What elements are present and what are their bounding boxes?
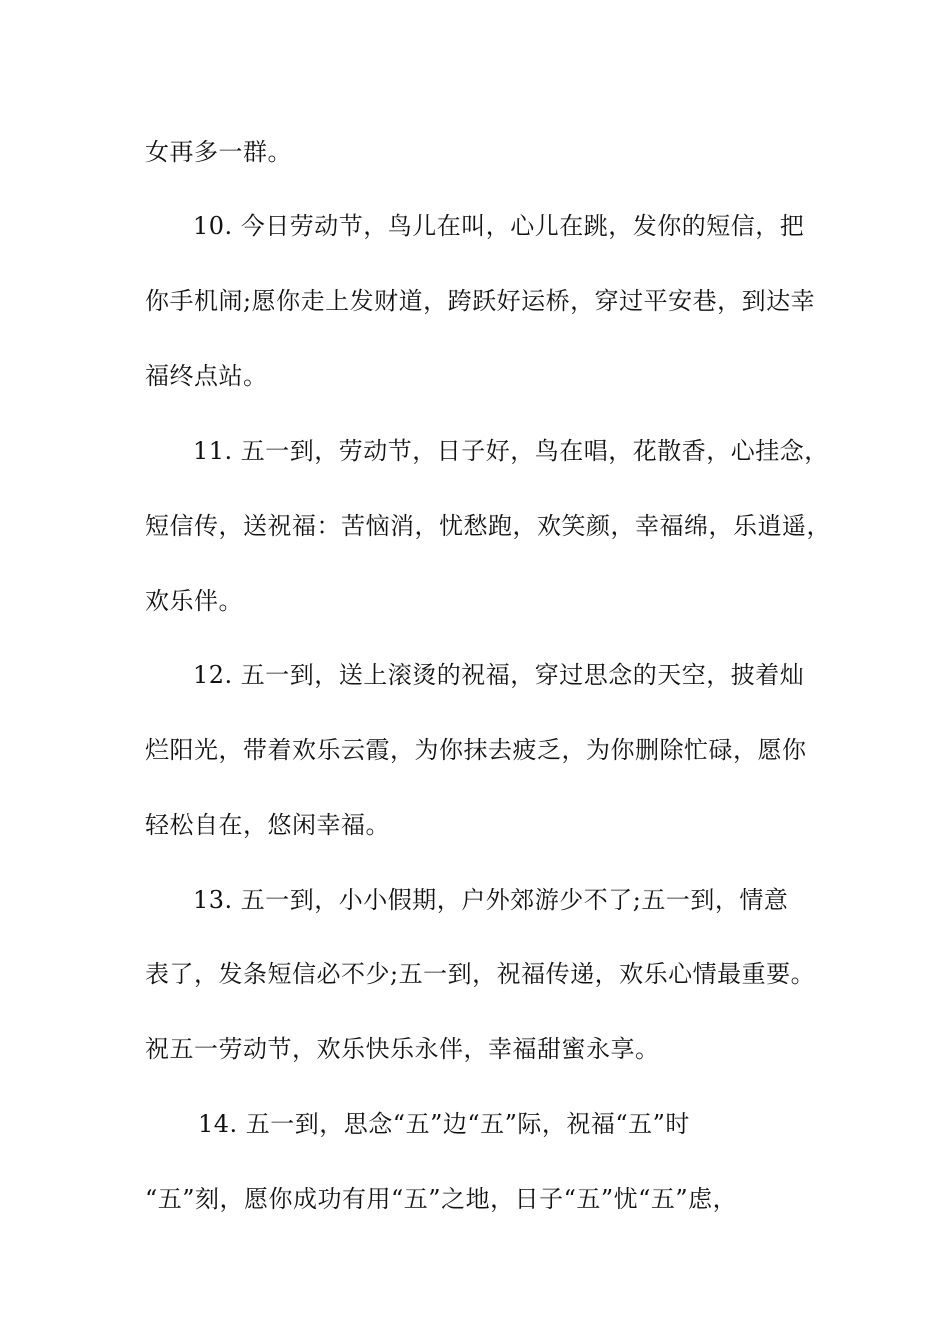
text-line: 12. 五一到，送上滚烫的祝福，穿过思念的天空，披着灿: [193, 661, 805, 689]
text-line: 短信传，送祝福：苦恼消，忧愁跑，欢笑颜，幸福绵，乐逍遥，: [145, 512, 831, 540]
text-line: 祝五一劳动节，欢乐快乐永伴，幸福甜蜜永享。: [145, 1035, 660, 1063]
text-line: “五”刻，愿你成功有用“五”之地，日子“五”忧“五”虑，: [145, 1185, 738, 1213]
text-line: 11. 五一到，劳动节，日子好，鸟在唱，花散香，心挂念，: [193, 437, 829, 465]
text-line: 14. 五一到，思念“五”边“五”际，祝福“五”时: [198, 1110, 690, 1138]
text-line: 13. 五一到，小小假期，户外郊游少不了;五一到，情意: [193, 886, 789, 914]
text-line: 轻松自在，悠闲幸福。: [145, 811, 390, 839]
text-line: 欢乐伴。: [145, 587, 243, 615]
text-line: 女再多一群。: [145, 138, 292, 166]
text-line: 烂阳光，带着欢乐云霞，为你抹去疲乏，为你删除忙碌，愿你: [145, 736, 807, 764]
text-line: 表了，发条短信必不少;五一到，祝福传递，欢乐心情最重要。: [145, 960, 816, 988]
text-line: 福终点站。: [145, 362, 268, 390]
text-line: 10. 今日劳动节，鸟儿在叫，心儿在跳，发你的短信，把: [193, 212, 805, 240]
text-line: 你手机闹;愿你走上发财道，跨跃好运桥，穿过平安巷，到达幸: [145, 287, 816, 315]
